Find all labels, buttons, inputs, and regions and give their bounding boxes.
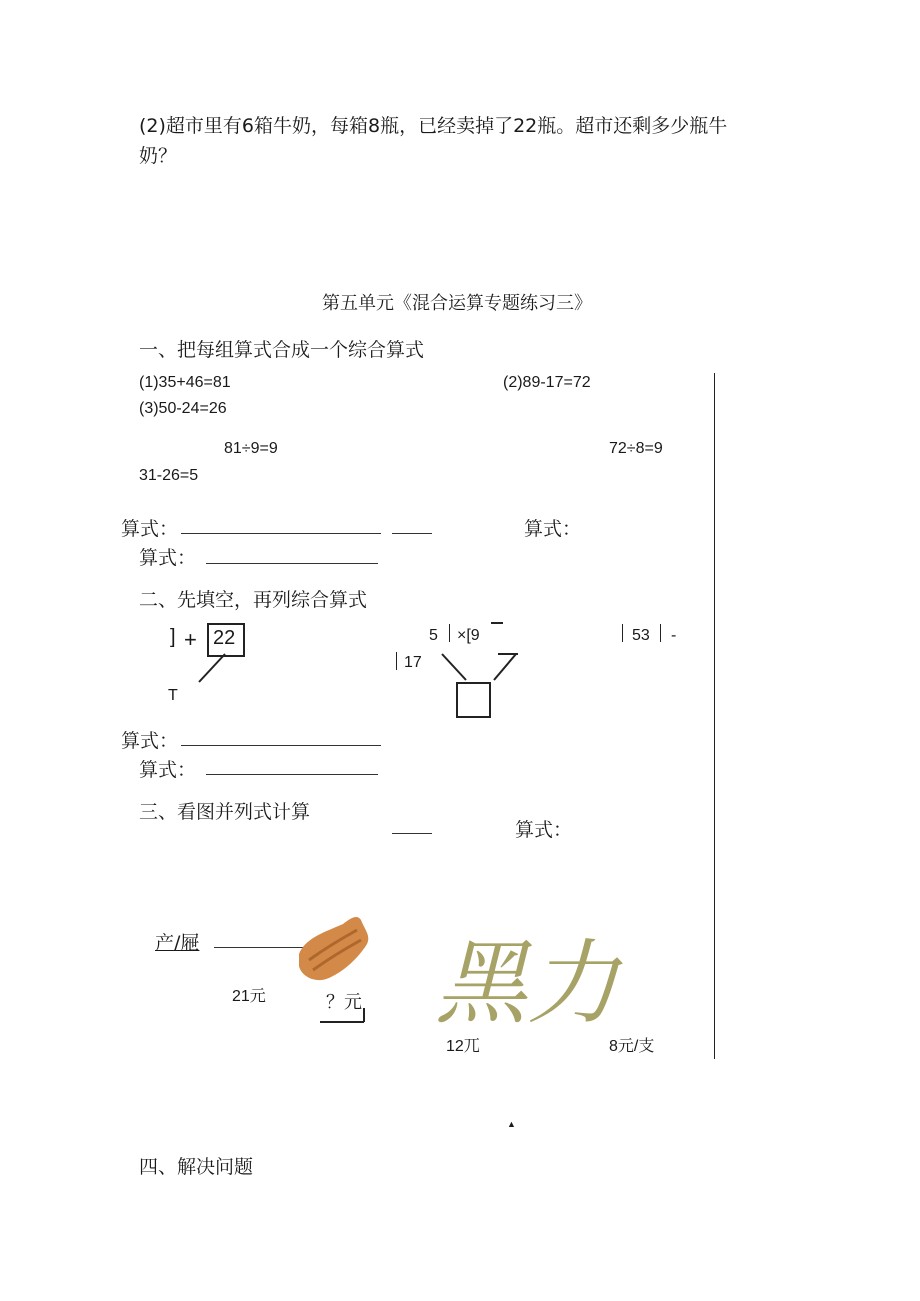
mid-number-17: 17: [404, 654, 422, 671]
problem-text-line1: (2)超市里有6箱牛奶，每箱8瓶，已经卖掉了22瓶。超市还剩多少瓶牛: [139, 115, 728, 137]
equation-2a: (2)89-17=72: [503, 374, 591, 391]
formula-label-3: 算式：: [139, 547, 197, 569]
problem-text-line2: 奶？: [139, 145, 178, 167]
mid-number-5: 5: [429, 627, 438, 644]
answer-line-5[interactable]: [392, 833, 432, 834]
price-21: 21元: [232, 988, 266, 1005]
t-label: T: [168, 687, 178, 704]
equation-1b: 81÷9=9: [224, 440, 278, 457]
plus-sign: +: [184, 627, 197, 652]
formula-label-6: 算式：: [515, 819, 573, 841]
answer-line-1b[interactable]: [392, 533, 432, 534]
mid-divider: [449, 624, 450, 642]
bread-icon: [295, 910, 375, 984]
decorative-glyphs: 黑力: [435, 930, 620, 1037]
answer-line-3[interactable]: [181, 745, 381, 746]
mid-answer-box[interactable]: [456, 682, 491, 718]
diagram-left-connector: [195, 652, 235, 684]
section4-heading: 四、解决问题: [139, 1156, 254, 1178]
formula-label-5: 算式：: [139, 759, 197, 781]
column-divider: [714, 373, 715, 1059]
mid-tick: [491, 622, 503, 624]
equation-3b: 31-26=5: [139, 467, 199, 484]
price-8: 8元/支: [609, 1038, 655, 1055]
answer-line-4[interactable]: [206, 774, 378, 775]
right-number-53: 53: [632, 627, 650, 644]
box-value: 22: [213, 627, 236, 649]
equation-2b: 72÷8=9: [609, 440, 663, 457]
mid-times-9: ×[9: [457, 627, 480, 644]
formula-label-2: 算式：: [524, 518, 582, 540]
small-mark-icon: ▲: [507, 1119, 516, 1129]
answer-line-2[interactable]: [206, 563, 378, 564]
right-bar-left: [622, 624, 623, 642]
equation-1a: (1)35+46=81: [139, 374, 231, 391]
section1-heading: 一、把每组算式合成一个综合算式: [139, 339, 425, 361]
bracket-mark: [318, 1006, 370, 1026]
equation-3a: (3)50-24=26: [139, 400, 227, 417]
left-bracket-mark: ]: [170, 626, 176, 648]
unit-title: 第五单元《混合运算专题练习三》: [322, 293, 592, 314]
answer-line-1[interactable]: [181, 533, 381, 534]
formula-label-4: 算式：: [121, 730, 179, 752]
question-price: ？元: [326, 992, 362, 1012]
section3-heading: 三、看图并列式计算: [139, 801, 311, 823]
mid-left-bar: [396, 652, 397, 670]
price-12: 12兀: [446, 1038, 480, 1055]
formula-label-1: 算式：: [121, 518, 179, 540]
right-bar-right: [660, 624, 661, 642]
item-label: 产/屜: [155, 932, 200, 954]
right-dash: -: [671, 627, 677, 644]
section2-heading: 二、先填空，再列综合算式: [139, 589, 368, 611]
